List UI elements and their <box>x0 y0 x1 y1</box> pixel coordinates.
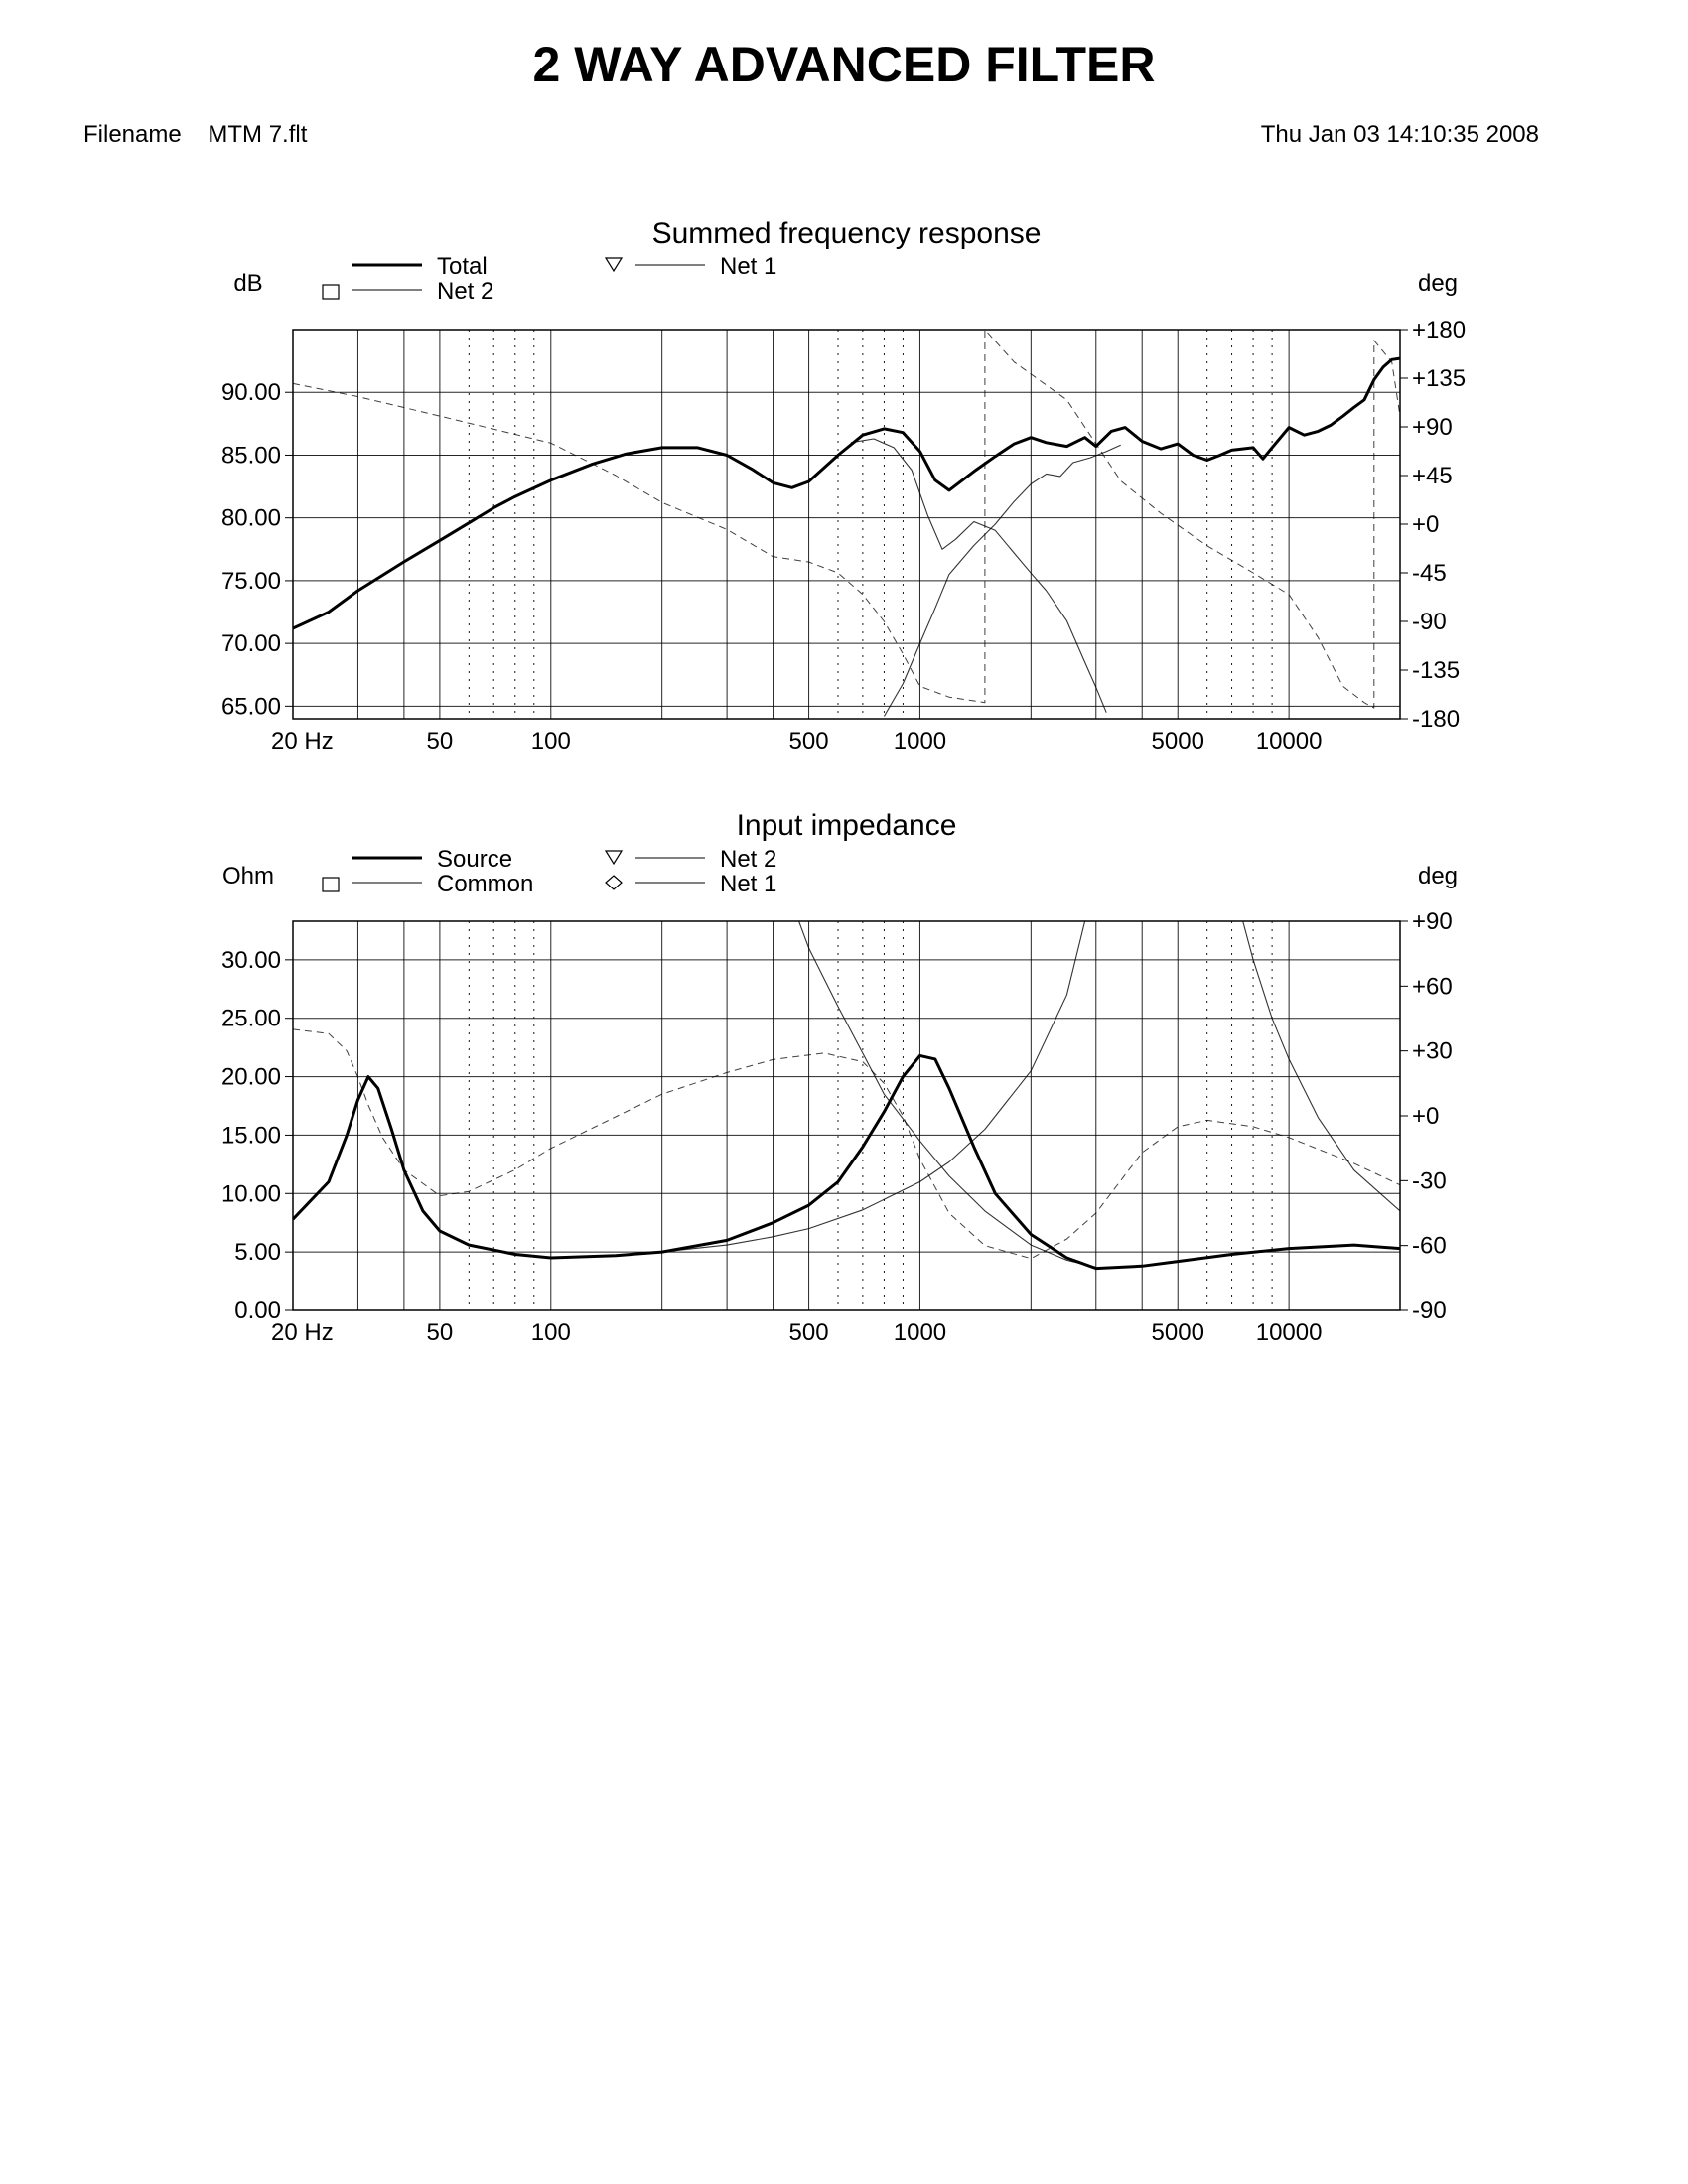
y-tick-label: 10.00 <box>220 1180 281 1208</box>
y2-tick-label: +30 <box>1412 1037 1453 1065</box>
series-line-total-phase <box>293 330 1400 708</box>
x-tick-label: 100 <box>530 728 571 754</box>
y-tick-label: 5.00 <box>234 1239 281 1267</box>
legend-item <box>352 846 512 873</box>
y-tick-label: 15.00 <box>220 1122 281 1150</box>
chart-title: Summed frequency response <box>651 217 1042 250</box>
y2-tick-label: +180 <box>1412 317 1467 343</box>
legend-label: Common <box>437 871 534 897</box>
y2-tick-label: +90 <box>1412 414 1453 441</box>
y2-tick-label: +0 <box>1412 1103 1440 1130</box>
legend-triangle-marker <box>606 851 622 864</box>
legend-triangle-marker <box>606 258 622 271</box>
y2-axis-label: deg <box>1417 863 1459 889</box>
y2-tick-label: +135 <box>1412 365 1467 392</box>
legend-square-marker <box>323 285 339 299</box>
y2-tick-label: +60 <box>1412 973 1453 1001</box>
x-tick-label: 1000 <box>893 728 947 754</box>
y2-tick-label: -30 <box>1412 1167 1447 1195</box>
legend-label: Source <box>437 846 513 873</box>
x-tick-label: 500 <box>788 1319 829 1346</box>
legend-label: Total <box>437 253 488 280</box>
y-tick-label: 0.00 <box>234 1297 281 1324</box>
legend-item <box>606 846 776 873</box>
plot-frame <box>293 330 1400 719</box>
legend-item <box>606 253 776 280</box>
filename-label: Filename <box>83 121 182 148</box>
legend-item <box>323 871 533 897</box>
x-tick-label: 1000 <box>893 1319 947 1346</box>
x-tick-label: 50 <box>426 728 454 754</box>
y2-tick-label: -90 <box>1412 609 1447 635</box>
x-tick-label: 5000 <box>1151 728 1204 754</box>
timestamp: Thu Jan 03 14:10:35 2008 <box>1260 121 1539 148</box>
y-tick-label: 90.00 <box>220 379 281 407</box>
y-tick-label: 65.00 <box>220 693 281 721</box>
series-line-net-2 <box>1243 921 1400 1211</box>
y-tick-label: 80.00 <box>220 504 281 532</box>
y-tick-label: 25.00 <box>220 1005 281 1032</box>
legend-diamond-marker <box>606 876 622 889</box>
series-line-total <box>293 358 1400 628</box>
y-axis-label: dB <box>233 270 263 297</box>
y-tick-label: 70.00 <box>220 630 281 658</box>
y-tick-label: 75.00 <box>220 567 281 595</box>
x-tick-label: 10000 <box>1255 728 1323 754</box>
y2-tick-label: +90 <box>1412 908 1453 935</box>
legend-label: Net 2 <box>720 846 777 873</box>
series-line-source <box>293 1055 1400 1268</box>
legend-label: Net 2 <box>437 278 494 305</box>
series-line-net-1 <box>799 921 1096 1267</box>
x-tick-label: 20 Hz <box>271 1319 334 1346</box>
y-tick-label: 85.00 <box>220 442 281 470</box>
y2-tick-label: -180 <box>1412 706 1461 733</box>
y2-tick-label: -90 <box>1412 1297 1447 1324</box>
y2-tick-label: -135 <box>1412 657 1461 684</box>
x-tick-label: 20 Hz <box>271 728 334 754</box>
y2-tick-label: +45 <box>1412 463 1453 489</box>
y-tick-label: 30.00 <box>220 946 281 974</box>
x-tick-label: 500 <box>788 728 829 754</box>
chart-title: Input impedance <box>736 809 957 842</box>
y2-axis-label: deg <box>1417 270 1459 297</box>
legend-item <box>352 253 488 280</box>
legend-item <box>323 278 493 305</box>
legend-item <box>606 871 776 897</box>
series-line-common <box>662 921 1085 1252</box>
y-tick-label: 20.00 <box>220 1063 281 1091</box>
x-tick-label: 5000 <box>1151 1319 1204 1346</box>
chart-2 <box>221 809 1458 1346</box>
series-line-net-1 <box>851 439 1106 713</box>
filename-value: MTM 7.flt <box>208 121 308 148</box>
y2-tick-label: -60 <box>1412 1232 1447 1260</box>
chart-1 <box>221 217 1466 754</box>
x-tick-label: 50 <box>426 1319 454 1346</box>
x-tick-label: 10000 <box>1255 1319 1323 1346</box>
document-title: 2 WAY ADVANCED FILTER <box>532 37 1156 92</box>
y2-tick-label: -45 <box>1412 560 1447 587</box>
series-line-source-phase <box>293 1029 1400 1259</box>
legend-label: Net 1 <box>720 871 777 897</box>
legend-square-marker <box>323 878 339 891</box>
legend-label: Net 1 <box>720 253 777 280</box>
x-tick-label: 100 <box>530 1319 571 1346</box>
y2-tick-label: +0 <box>1412 511 1440 538</box>
y-axis-label: Ohm <box>221 863 275 889</box>
